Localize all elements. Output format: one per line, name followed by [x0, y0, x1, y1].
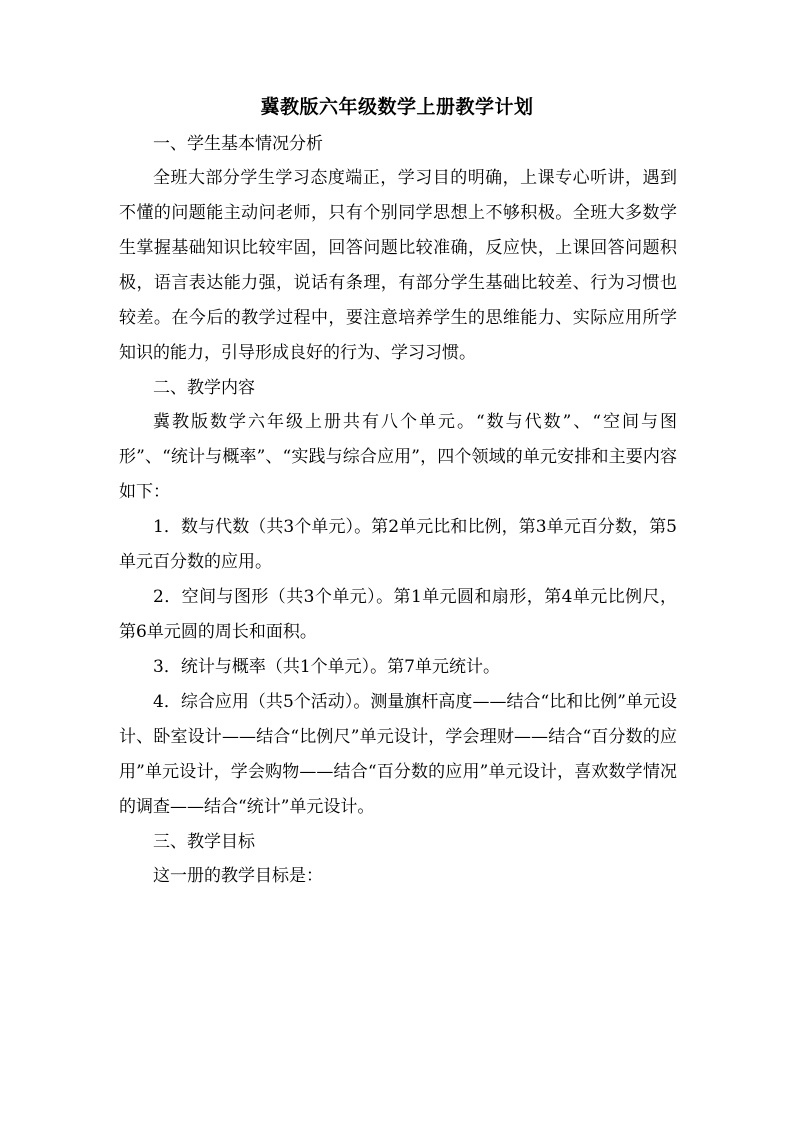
paragraph-comprehensive-application: 4．综合应用（共5个活动）。测量旗杆高度——结合“比和比例”单元设计、卧室设计——结合“比例尺”单元设计，学会理财——结合“百分数的应用”单元设计，学会购物——结合“百分数的应用”单元设计，喜欢数学情况的调查——结合“统计”单元设计。: [119, 692, 677, 817]
section-heading-teaching-goals: 三、教学目标: [153, 832, 255, 852]
paragraph-content-overview: 冀教版数学六年级上册共有八个单元。“数与代数”、“空间与图形”、“统计与概率”、“实践与综合应用”，四个领域的单元安排和主要内容如下：: [119, 412, 677, 502]
paragraph-number-algebra: 1．数与代数（共3个单元）。第2单元比和比例，第3单元百分数，第5单元百分数的应用。: [119, 517, 677, 572]
section-heading-teaching-content: 二、教学内容: [153, 378, 255, 398]
document-title: 冀教版六年级数学上册教学计划: [260, 96, 534, 118]
paragraph-space-geometry: 2．空间与图形（共3个单元）。第1单元圆和扇形，第4单元比例尺，第6单元圆的周长和面积。: [119, 587, 677, 642]
paragraph-student-analysis: 全班大部分学生学习态度端正，学习目的明确，上课专心听讲，遇到不懂的问题能主动问老师，只有个别同学思想上不够积极。全班大多数学生掌握基础知识比较牢固，回答问题比较准确，反应快，上课回答问题积极，语言表达能力强，说话有条理，有部分学生基础比较差、行为习惯也较差。在今后的教学过程中，要注意培养学生的思维能力、实际应用所学知识的能力，引导形成良好的行为、学习习惯。: [119, 168, 677, 363]
section-heading-student-analysis: 一、学生基本情况分析: [153, 134, 323, 154]
document-body: [119, 127, 677, 894]
paragraph-statistics-probability: 3．统计与概率（共1个单元）。第7单元统计。: [153, 657, 500, 677]
paragraph-goals-intro: 这一册的教学目标是：: [153, 866, 323, 886]
